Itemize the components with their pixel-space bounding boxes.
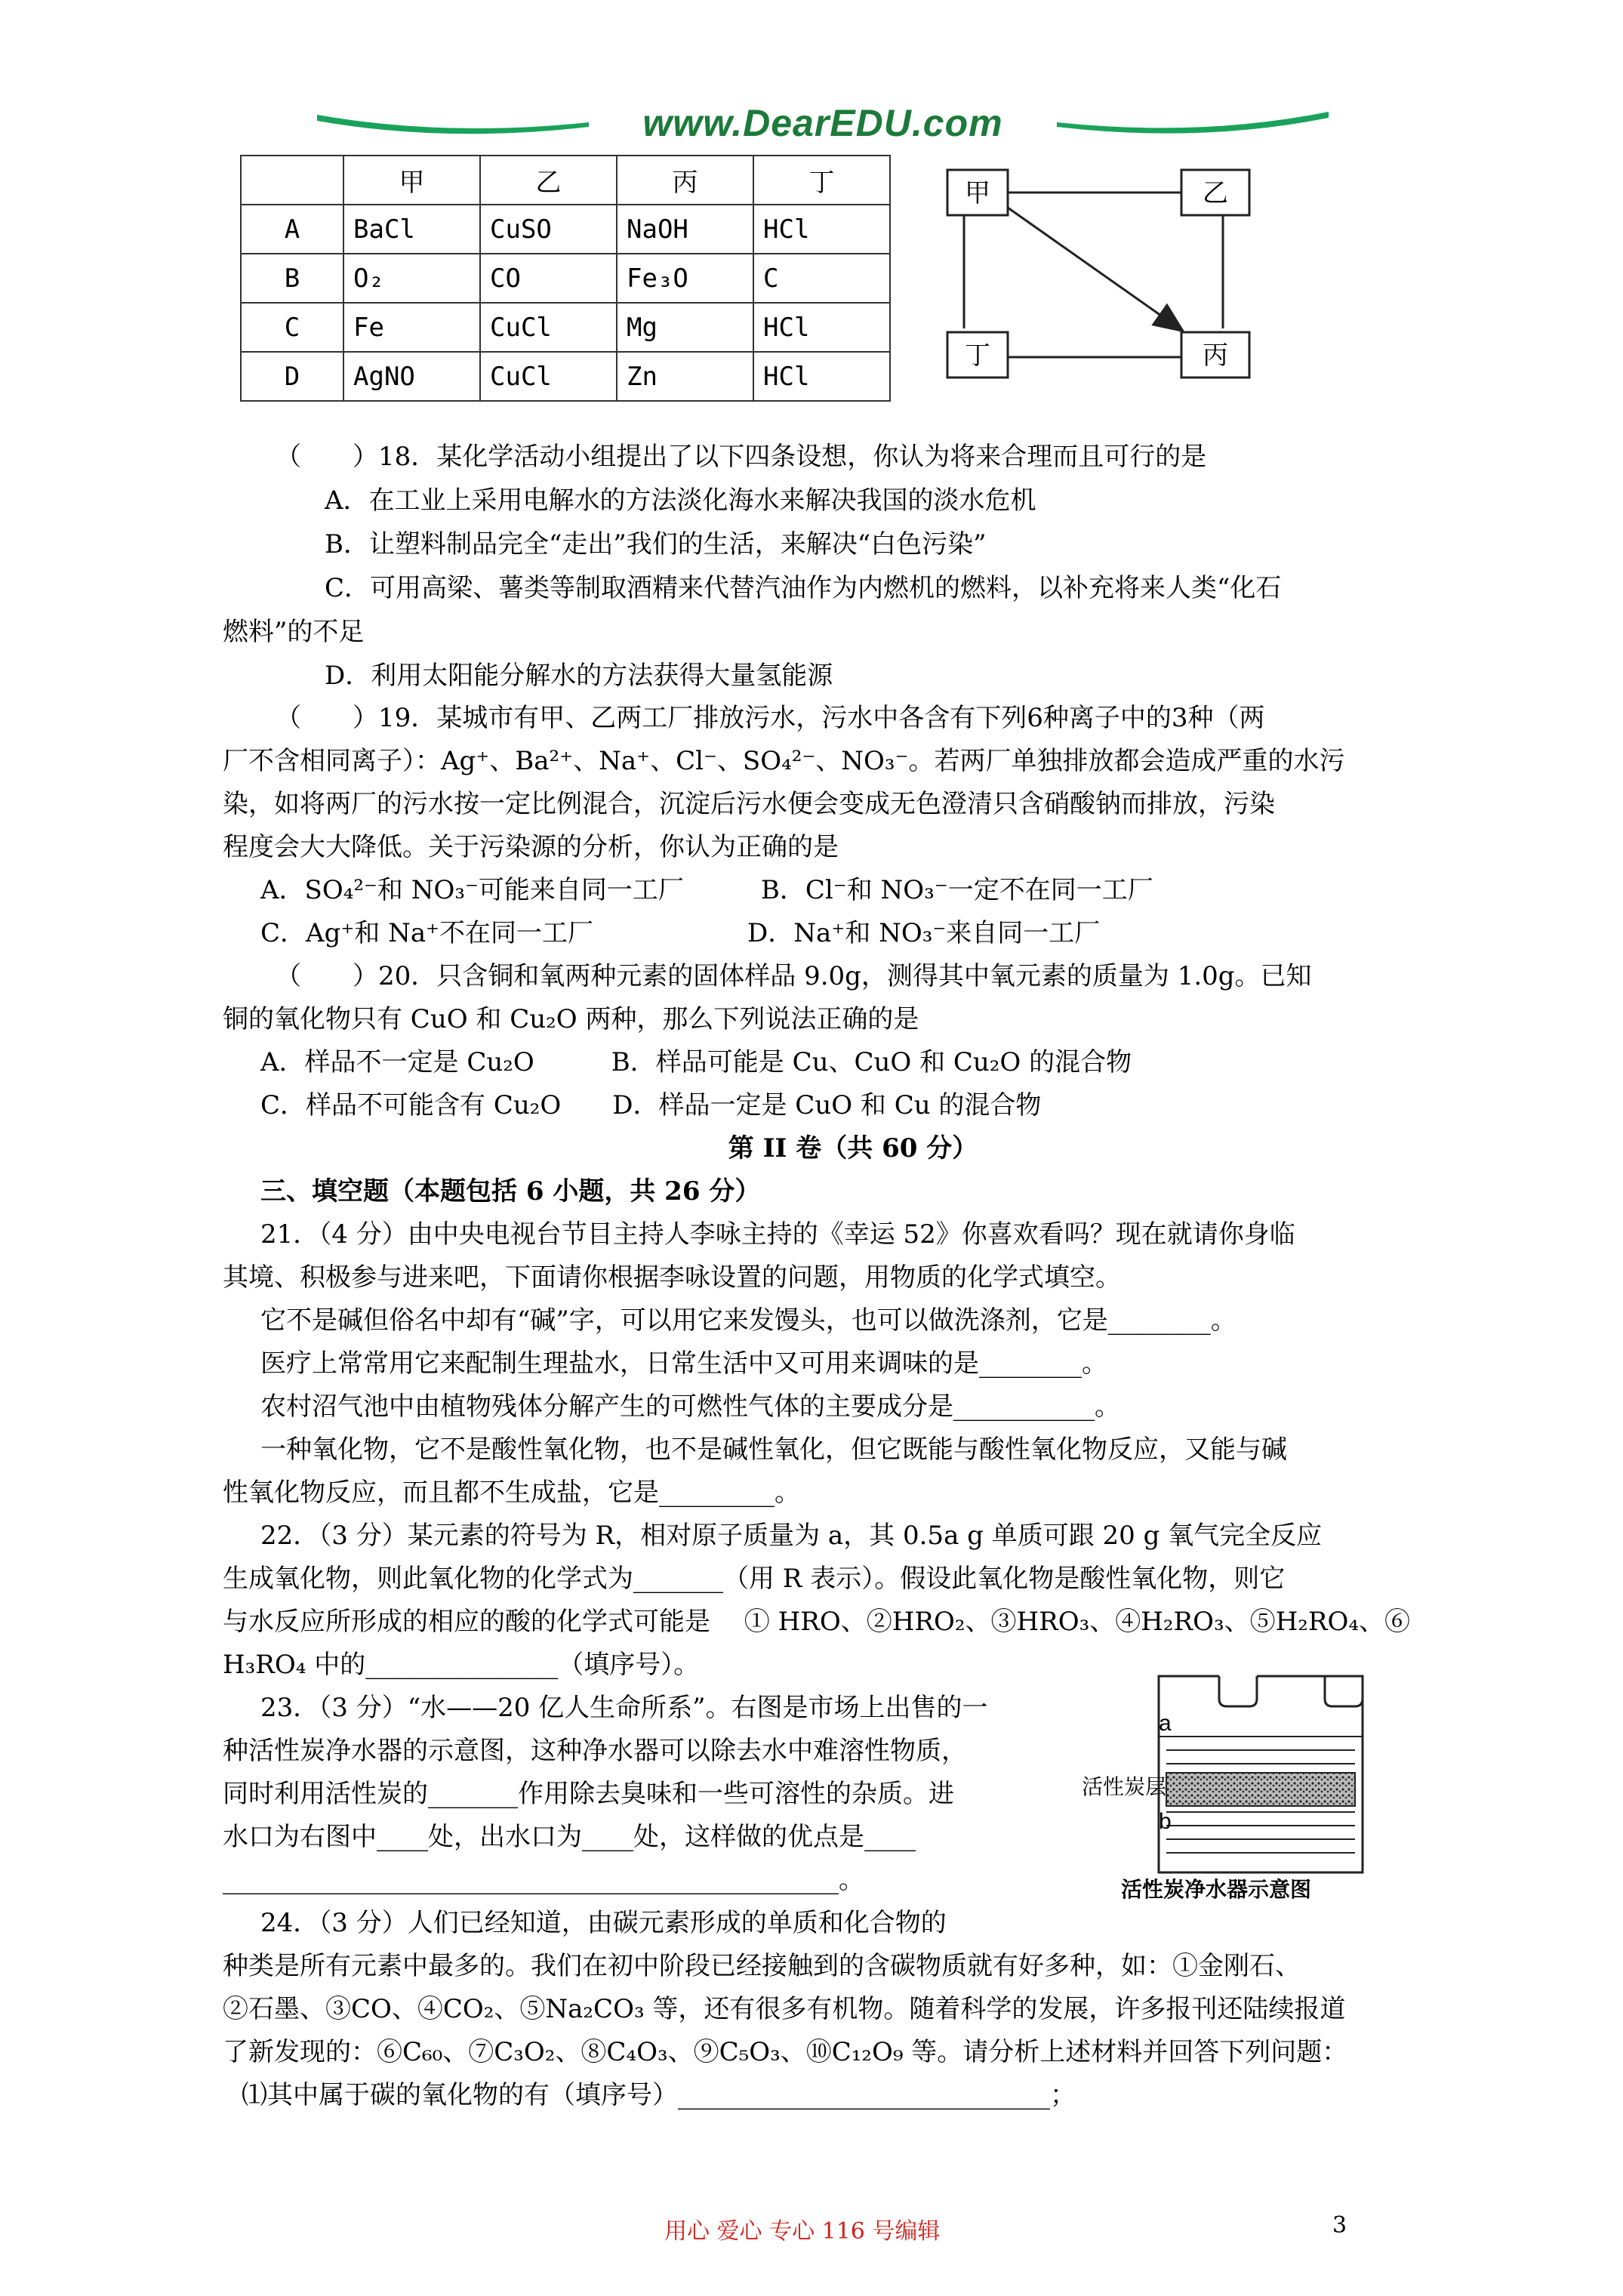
q18-option-c-cont: 燃料”的不足 (223, 617, 365, 647)
table-cell: 乙 (480, 156, 617, 205)
table-cell: Mg (617, 303, 753, 352)
q18-option-d: D．利用太阳能分解水的方法获得大量氢能源 (325, 661, 833, 691)
q18-option-c: C．可用高梁、薯类等制取酒精来代替汽油作为内燃机的燃料，以补充将来人类“化石 (325, 573, 1282, 603)
q21-line: 21．（4 分）由中央电视台节目主持人李咏主持的《幸运 52》你喜欢看吗？现在就请你身临 (260, 1219, 1295, 1250)
node-bing: 丙 (1203, 341, 1228, 371)
table-cell: Fe₃O (617, 254, 753, 303)
q19-line: （ ）19．某城市有甲、乙两工厂排放污水，污水中各含有下列6种离子中的3种（两 (276, 703, 1265, 733)
q18-option-b: B．让塑料制品完全“走出”我们的生活，来解决“白色污染” (325, 529, 987, 559)
table-cell: Fe (343, 303, 480, 352)
section-title: 第 II 卷（共 60 分） (728, 1133, 978, 1163)
answer-options-table (240, 155, 891, 402)
table-cell: C (241, 303, 343, 352)
q19-line: 厂不含相同离子）：Ag⁺、Ba²⁺、Na⁺、Cl⁻、SO₄²⁻、NO₃⁻。若两厂单独排放都会造成严重的水污 (223, 746, 1345, 776)
q22-line: 生成氧化物，则此氧化物的化学式为_______（用 R 表示）。假设此氧化物是酸性氧化物，则它 (223, 1564, 1286, 1594)
q21-line: 一种氧化物，它不是酸性氧化物，也不是碱性氧化，但它既能与酸性氧化物反应，又能与碱 (260, 1435, 1287, 1465)
q23-line: 同时利用活性炭的_______作用除去臭味和一些可溶性的杂质。进 (223, 1779, 954, 1809)
q24-line: 了新发现的：⑥C₆₀、⑦C₃O₂、⑧C₄O₃、⑨C₅O₃、⑩C₁₂O₉ 等。请分析上述材料并回答下列问题： (223, 2037, 1348, 2067)
table-row (241, 254, 890, 303)
q22-line: 与水反应所形成的相应的酸的化学式可能是 ① HRO、②HRO₂、③HRO₃、④H₂RO₃、⑤H₂RO₄、⑥ (223, 1607, 1411, 1637)
table-row (241, 205, 890, 254)
q24-line: 种类是所有元素中最多的。我们在初中阶段已经接触到的含碳物质就有好多种，如：①金刚石、 (223, 1951, 1301, 1981)
table-cell: C (753, 254, 890, 303)
footer-slogan: 用心 爱心 专心 116 号编辑 (664, 2218, 941, 2245)
table-header-row (241, 156, 890, 205)
table-cell: HCl (753, 205, 890, 254)
table-cell: BaCl (343, 205, 480, 254)
node-yi: 乙 (1203, 178, 1228, 208)
table-cell: B (241, 254, 343, 303)
table-cell: D (241, 352, 343, 401)
relation-diagram (947, 162, 1264, 381)
table-row (241, 352, 890, 401)
site-url: www.DearEDU.com (642, 102, 1003, 144)
site-header (317, 98, 1329, 151)
q20-options-cd: C．样品不可能含有 Cu₂O D．样品一定是 CuO 和 Cu 的混合物 (260, 1090, 1042, 1120)
q19-options-ab: A．SO₄²⁻和 NO₃⁻可能来自同一工厂 B．Cl⁻和 NO₃⁻一定不在同一工厂 (260, 875, 1153, 905)
table-cell: HCl (753, 352, 890, 401)
q23-line: 23．（3 分）“水——20 亿人生命所系”。右图是市场上出售的一 (260, 1693, 988, 1723)
outlet-label-b: b (1159, 1809, 1172, 1834)
table-cell: CuCl (480, 303, 617, 352)
table-cell: A (241, 205, 343, 254)
table-cell: AgNO (343, 352, 480, 401)
q19-line: 程度会大大降低。关于污染源的分析，你认为正确的是 (223, 832, 839, 862)
q22-line: 22．（3 分）某元素的符号为 R，相对原子质量为 a，其 0.5a g 单质可跟 20 g 氧气完全反应 (260, 1521, 1323, 1551)
table-cell: O₂ (343, 254, 480, 303)
q20-line: 铜的氧化物只有 CuO 和 Cu₂O 两种，那么下列说法正确的是 (223, 1004, 919, 1034)
q21-blank-1: 它不是碱但俗名中却有“碱”字，可以用它来发馒头，也可以做洗涤剂，它是________。 (260, 1305, 1236, 1336)
carbon-layer-label: 活性炭层 (1082, 1774, 1167, 1799)
q19-line: 染，如将两厂的污水按一定比例混合，沉淀后污水便会变成无色澄清只含硝酸钠而排放，污染 (223, 789, 1275, 819)
table-cell: CO (480, 254, 617, 303)
inlet-label-a: a (1159, 1711, 1172, 1736)
table-cell (241, 156, 343, 205)
q21-line: 其境、积极参与进来吧，下面请你根据李咏设置的问题，用物质的化学式填空。 (223, 1262, 1121, 1293)
q20-line: （ ）20．只含铜和氧两种元素的固体样品 9.0g，测得其中氧元素的质量为 1.0g。已知 (276, 961, 1312, 991)
table-cell: 丁 (753, 156, 890, 205)
q22-line: H₃RO₄ 中的_______________（填序号）。 (223, 1650, 700, 1680)
table-cell: Zn (617, 352, 753, 401)
table-cell: CuCl (480, 352, 617, 401)
q19-options-cd: C．Ag⁺和 Na⁺不在同一工厂 D．Na⁺和 NO₃⁻来自同一工厂 (260, 918, 1101, 948)
q23-line: 种活性炭净水器的示意图，这种净水器可以除去水中难溶性物质， (223, 1736, 967, 1766)
node-jia: 甲 (965, 178, 990, 208)
table-cell: NaOH (617, 205, 753, 254)
q23-line: ________________________________________________。 (223, 1865, 864, 1895)
q24-line: ②石墨、③CO、④CO₂、⑤Na₂CO₃ 等，还有很多有机物。随着科学的发展，许多报刊还陆续报道 (223, 1994, 1346, 2024)
q24-line: 24．（3 分）人们已经知道，由碳元素形成的单质和化合物的 (260, 1908, 947, 1938)
table-cell: 甲 (343, 156, 480, 205)
q23-line: 水口为右图中____处，出水口为____处，这样做的优点是____ (223, 1822, 916, 1852)
table-cell: HCl (753, 303, 890, 352)
q18-stem: （ ）18．某化学活动小组提出了以下四条设想，你认为将来合理而且可行的是 (276, 442, 1207, 472)
table-row (241, 303, 890, 352)
q21-blank-2: 医疗上常常用它来配制生理盐水，日常生活中又可用来调味的是________。 (260, 1348, 1107, 1379)
water-filter-figure (1082, 1661, 1423, 1903)
part-three-heading: 三、填空题（本题包括 6 小题，共 26 分） (260, 1176, 761, 1207)
q21-blank-4: 性氧化物反应，而且都不生成盐，它是_________。 (223, 1478, 800, 1508)
q24-subquestion-1: ⑴其中属于碳的氧化物的有（填序号）_____________________________； (242, 2080, 1076, 2110)
table-cell: CuSO (480, 205, 617, 254)
table-cell: 丙 (617, 156, 753, 205)
node-ding: 丁 (965, 341, 990, 371)
page-number: 3 (1332, 2212, 1347, 2239)
figure-caption: 活性炭净水器示意图 (1121, 1877, 1312, 1902)
q18-option-a: A．在工业上采用电解水的方法淡化海水来解决我国的淡水危机 (325, 485, 1036, 516)
q21-blank-3: 农村沼气池中由植物残体分解产生的可燃性气体的主要成分是___________。 (260, 1391, 1120, 1422)
q20-options-ab: A．样品不一定是 Cu₂O B．样品可能是 Cu、CuO 和 Cu₂O 的混合物 (260, 1047, 1132, 1077)
